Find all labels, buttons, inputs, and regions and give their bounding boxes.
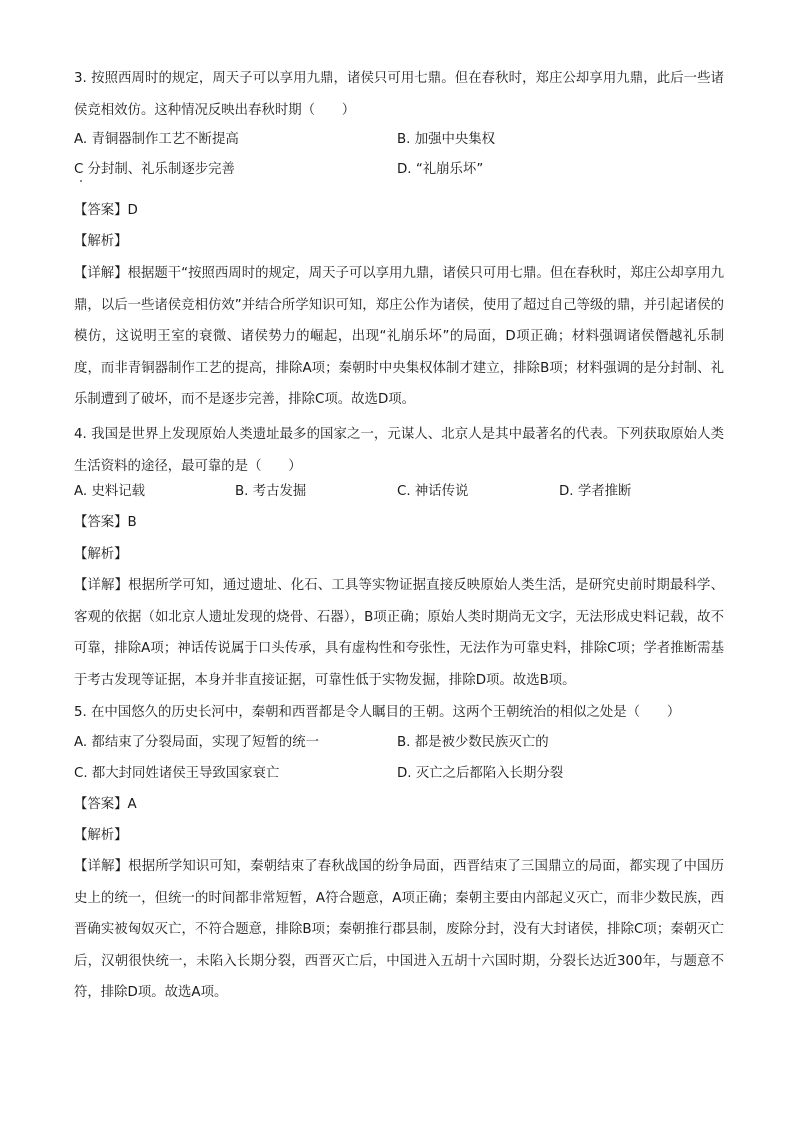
question-4-option-c: C. 神话传说 — [397, 484, 469, 499]
stray-dot — [80, 180, 82, 182]
question-3-option-a: A. 青铜器制作工艺不断提高 — [74, 132, 239, 147]
question-3-option-d: D. “礼崩乐坏” — [397, 162, 484, 177]
question-3-answer: 【答案】D — [74, 203, 138, 218]
question-5-option-a: A. 都结束了分裂局面，实现了短暂的统一 — [74, 735, 320, 750]
question-3-stem: 3. 按照西周时的规定，周天子可以享用九鼎，诸侯只可用七鼎。但在春秋时，郑庄公却享用九鼎，此后一些诸侯竞相效仿。这种情况反映出春秋时期（ ） — [74, 71, 724, 118]
question-4-analysis-label: 【解析】 — [74, 547, 128, 562]
question-4-option-b: B. 考古发掘 — [235, 484, 307, 499]
question-5-option-b: B. 都是被少数民族灭亡的 — [397, 735, 549, 750]
question-5-option-d: D. 灭亡之后都陷入长期分裂 — [397, 766, 564, 781]
question-4-option-a: A. 史料记载 — [74, 484, 145, 499]
question-3-analysis-label: 【解析】 — [74, 234, 128, 249]
question-4-stem: 4. 我国是世界上发现原始人类遗址最多的国家之一，元谋人、北京人是其中最著名的代表。下列获取原始人类生活资料的途径，最可靠的是（ ） — [74, 427, 724, 474]
question-5-option-c: C. 都大封同姓诸侯王导致国家衰亡 — [74, 766, 280, 781]
question-5-answer: 【答案】A — [74, 797, 137, 812]
question-3-detail: 【详解】根据题干“按照西周时的规定，周天子可以享用九鼎，诸侯只可用七鼎。但在春秋时，郑庄公却享用九鼎，以后一些诸侯竞相仿效”并结合所学知识可知，郑庄公作为诸侯，使用了超过自己等级的鼎，并引起诸侯的模仿，这说明王室的衰微、诸侯势力的崛起，出现“礼崩乐坏”的局面，D项正确；材料强调诸侯僭越礼乐制度，而非青铜器制作工艺的提高，排除A项；秦朝时中央集权体制才建立，排除B项；材料强调的是分封制、礼乐制遭到了破坏，而不是逐步完善，排除C项。故选D项。 — [74, 266, 724, 407]
question-3-option-b: B. 加强中央集权 — [397, 132, 496, 147]
question-4-answer: 【答案】B — [74, 515, 137, 530]
question-4-option-d: D. 学者推断 — [559, 484, 632, 499]
question-3-option-c: C 分封制、礼乐制逐步完善 — [74, 162, 235, 177]
question-5-analysis-label: 【解析】 — [74, 828, 128, 843]
question-4-detail: 【详解】根据所学可知，通过遗址、化石、工具等实物证据直接反映原始人类生活，是研究史前时期最科学、客观的依据（如北京人遗址发现的烧骨、石器），B项正确；原始人类时期尚无文字，无法形成史料记载，故不可靠，排除A项；神话传说属于口头传承，具有虚构性和夸张性，无法作为可靠史料，排除C项；学者推断需基于考古发现等证据，本身并非直接证据，可靠性低于实物发掘，排除D项。故选B项。 — [74, 578, 724, 688]
question-5-stem: 5. 在中国悠久的历史长河中，秦朝和西晋都是令人瞩目的王朝。这两个王朝统治的相似之处是（ ） — [74, 705, 681, 720]
question-5-detail: 【详解】根据所学知识可知，秦朝结束了春秋战国的纷争局面，西晋结束了三国鼎立的局面，都实现了中国历史上的统一，但统一的时间都非常短暂，A符合题意，A项正确；秦朝主要由内部起义灭亡，而非少数民族，西晋确实被匈奴灭亡，不符合题意，排除B项；秦朝推行郡县制，废除分封，没有大封诸侯，排除C项；秦朝灭亡后，汉朝很快统一，未陷入长期分裂，西晋灭亡后，中国进入五胡十六国时期，分裂长达近300年，与题意不符，排除D项。故选A项。 — [74, 859, 724, 1000]
